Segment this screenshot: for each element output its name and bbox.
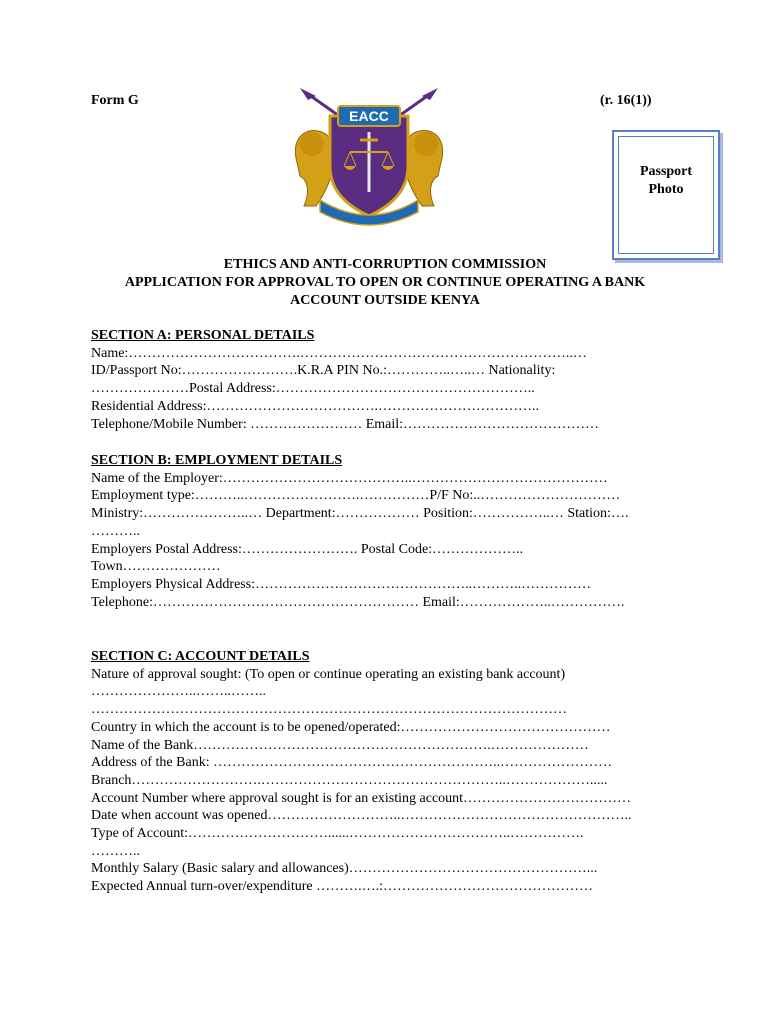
form-label: Form G <box>91 93 139 108</box>
ministry-department-field[interactable]: Ministry:…………………..… Department:……………… Position:……………..… Station:…. <box>91 506 629 522</box>
id-kra-nationality-field[interactable]: ID/Passport No:…………………….K.R.A PIN No.:…………..…..… Nationality: <box>91 363 556 379</box>
monthly-salary-field[interactable]: Monthly Salary (Basic salary and allowances)……………………………………………... <box>91 861 598 877</box>
telephone-email-field[interactable]: Telephone/Mobile Number: …………………… Email:…………………………………… <box>91 416 600 432</box>
employer-physical-address-field[interactable]: Employers Physical Address:………………………………………..………..…………… <box>91 576 592 592</box>
nature-of-approval-field-1[interactable]: …………………..……..…….. <box>91 684 266 700</box>
logo-text: EACC <box>349 108 389 124</box>
account-type-field[interactable]: Type of Account:…………………………......……………………………..……………. <box>91 826 584 842</box>
residential-address-field[interactable]: Residential Address:……………………………….…………………………….. <box>91 398 539 414</box>
town-field[interactable]: Town………………… <box>91 559 221 575</box>
section-c-heading: SECTION C: ACCOUNT DETAILS <box>91 649 310 664</box>
title-line-3: ACCOUNT OUTSIDE KENYA <box>290 293 480 308</box>
photo-label-line2: Photo <box>648 182 684 197</box>
title-line-1: ETHICS AND ANTI-CORRUPTION COMMISSION <box>223 257 547 272</box>
passport-photo-box <box>612 130 720 260</box>
annual-turnover-field[interactable]: Expected Annual turn-over/expenditure ……….….:……………………………………… <box>91 879 593 895</box>
branch-field[interactable]: Branch……………………….……………………………………………..………………..... <box>91 772 608 788</box>
rule-reference: (r. 16(1)) <box>600 93 652 108</box>
name-field[interactable]: Name:……………………………….…………………………………………………..… <box>91 345 587 361</box>
account-type-continuation[interactable]: ……….. <box>91 843 140 859</box>
section-b <box>91 452 711 611</box>
employer-name-field[interactable]: Name of the Employer:…………………………………..…………………………………… <box>91 470 608 486</box>
account-number-field[interactable]: Account Number where approval sought is for an existing account……………………………… <box>91 790 632 806</box>
title-line-2: APPLICATION FOR APPROVAL TO OPEN OR CONTINUE OPERATING A BANK <box>124 275 646 290</box>
country-field[interactable]: Country in which the account is to be opened/operated:……………………………………… <box>91 719 611 735</box>
employment-type-field[interactable]: Employment type:………..…………………….……………P/F No:..………………………… <box>91 488 621 504</box>
nature-of-approval-label: Nature of approval sought: (To open or continue operating an existing bank account) <box>91 666 566 682</box>
section-b-heading: SECTION B: EMPLOYMENT DETAILS <box>91 453 343 468</box>
postal-address-field[interactable]: …………………Postal Address:……………………………………………….. <box>91 381 535 397</box>
section-a-heading: SECTION A: PERSONAL DETAILS <box>91 328 315 343</box>
section-a <box>91 327 711 433</box>
form-title <box>60 256 710 310</box>
employer-postal-field[interactable]: Employers Postal Address:……………………. Postal Code:……………….. <box>91 541 524 557</box>
date-opened-field[interactable]: Date when account was opened………………………..………………………………………….. <box>91 808 632 824</box>
section-c <box>91 648 711 896</box>
bank-address-field[interactable]: Address of the Bank: ……………………………………………………..…………………… <box>91 755 613 771</box>
bank-name-field[interactable]: Name of the Bank……………………………………………………….………………… <box>91 737 589 753</box>
employer-telephone-email-field[interactable]: Telephone:………………………………………………… Email:………………..……………. <box>91 594 625 610</box>
eacc-logo <box>286 88 452 228</box>
photo-label-line1: Passport <box>639 164 693 179</box>
nature-of-approval-field-2[interactable]: ………………………………………………………………………………………… <box>91 702 567 718</box>
station-continuation[interactable]: ……….. <box>91 523 140 539</box>
